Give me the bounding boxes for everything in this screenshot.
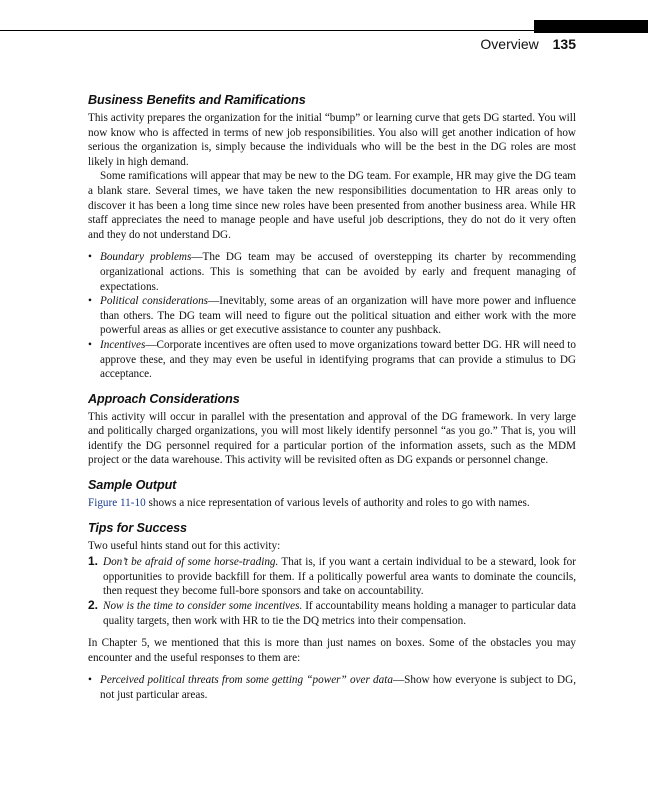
tips-closing: In Chapter 5, we mentioned that this is more than just names on boxes. Some of the obstacles you may encounter and the useful responses to them are: <box>88 637 576 664</box>
running-head <box>480 36 576 52</box>
page-body <box>88 93 576 703</box>
list-item-term: Incentives <box>100 338 146 351</box>
sample-text: shows a nice representation of various levels of authority and roles to go with names. <box>145 497 530 510</box>
list-item-term: Political considerations <box>100 295 209 308</box>
tips-list <box>88 555 576 628</box>
list-item-term: Boundary problems <box>100 251 192 264</box>
business-paragraph-2: Some ramifications will appear that may be new to the DG team. For example, HR may give the DG team a blank stare. Several times, we have taken the new responsibilities documentation to HR areas only to discover it has been a long time since new roles have been presented from another business area. While HR staff appreciates the need to manage people and have useful job descriptions, they do not do it very often and they do not understand DG. <box>88 170 576 241</box>
business-paragraph-1: This activity prepares the organization for the initial “bump” or learning curve that gets DG started. You will now know who is affected in terms of new job responsibilities. You also will get another indication of how serious the organization is, simply because the individuals who will be the best in the DG roles are most likely in high demand. <box>88 112 576 168</box>
heading-approach-considerations: Approach Considerations <box>88 391 240 406</box>
list-item <box>88 599 576 628</box>
list-item-text: —Show how everyone is subject to DG, not just particular areas. <box>100 674 577 701</box>
heading-business-benefits: Business Benefits and Ramifications <box>88 93 306 107</box>
list-item <box>88 294 576 338</box>
heading-sample-output: Sample Output <box>88 478 177 493</box>
list-item <box>88 250 576 294</box>
list-item-lead: Don’t be afraid of some horse-trading. <box>103 556 279 569</box>
section-title: Overview <box>480 36 539 52</box>
page-number: 135 <box>552 36 576 52</box>
heading-tips-for-success: Tips for Success <box>88 520 187 535</box>
list-item-text: —Corporate incentives are often used to move organizations toward better DG. HR will need to approve these, and they may even be useful in identifying programs that can provide a stimulus to DG acceptance. <box>100 338 576 381</box>
list-item-lead: Now is the time to consider some incentives. <box>103 600 303 613</box>
figure-link[interactable]: Figure 11-10 <box>88 497 146 510</box>
ramifications-list <box>88 250 576 381</box>
list-item-text: That is, if you want a certain individual to be a steward, look for opportunities to provide backfill for them. If a politically powerful area wants to dominate the councils, then request they become full-bore sponsors and take on accountability. <box>103 556 576 598</box>
list-item <box>88 338 576 382</box>
list-item-number: 1. <box>88 554 99 569</box>
list-item-term: Perceived political threats from some getting “power” over data <box>100 674 393 687</box>
list-item-number: 2. <box>88 598 99 613</box>
header-rule <box>0 30 648 31</box>
approach-paragraph: This activity will occur in parallel with the presentation and approval of the DG framework. In very large and politically charged organizations, you will most likely identify personnel “as you go.” That is, you will identify the DG personnel required for a particular portion of the information assets, such as the MDM project or the data warehouse. This activity will be revisited often as DG expands or personnel change. <box>88 410 576 467</box>
list-item-text: —Inevitably, some areas of an organization will have more power and influence than others. The DG team will need to figure out the political situation and either work with the more powerful areas as allies or get executive assistance to counter any pushback. <box>100 295 576 337</box>
header-bar <box>534 20 648 33</box>
tips-intro: Two useful hints stand out for this activity: <box>88 539 281 552</box>
list-item-text: —The DG team may be accused of overstepping its charter by recommending organizational actions. This is something that can be avoided by early and frequent managing of expectations. <box>100 251 576 293</box>
list-item-text: If accountability means holding a manager to particular data quality targets, then work with HR to tie the DQ metrics into their compensation. <box>103 600 577 627</box>
sample-paragraph <box>88 496 576 511</box>
obstacles-list <box>88 673 576 702</box>
list-item <box>88 673 576 702</box>
list-item <box>88 555 576 599</box>
